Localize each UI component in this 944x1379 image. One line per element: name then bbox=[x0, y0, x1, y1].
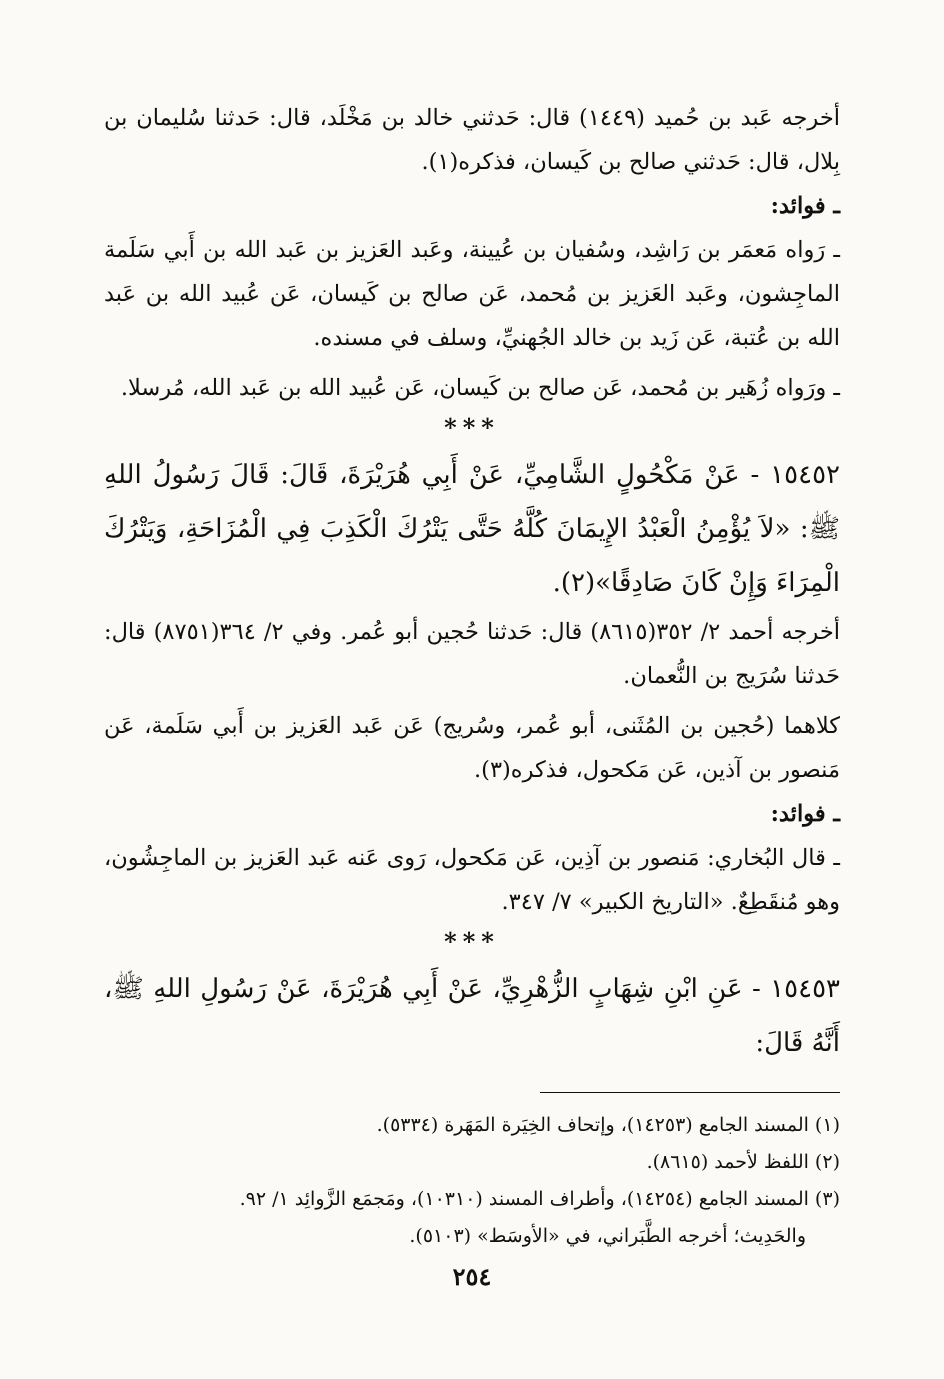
fawaid-heading-2: ـ فوائد: bbox=[770, 801, 840, 827]
footnote-divider bbox=[540, 1092, 840, 1093]
footnote-3-continuation: والحَدِيث؛ أخرجه الطَّبَراني، في «الأوسَط» (٥١٠٣). bbox=[409, 1225, 806, 1247]
footnote-1: (١) المسند الجامع (١٤٢٥٣)، وإتحاف الخِيَرة المَهَرة (٥٣٣٤). bbox=[376, 1114, 840, 1136]
hadith-15452: ١٥٤٥٢ - عَنْ مَكْحُولٍ الشَّامِيِّ، عَنْ أَبِي هُرَيْرَةَ، قَالَ: قَالَ رَسُولُ اللهِ ﷺ: «لاَ يُؤْمِنُ الْعَبْدُ الإِيمَانَ كُلَّهُ حَتَّى يَتْرُكَ الْكَذِبَ فِي الْمُزَاحَةِ، وَيَتْرُكَ الْمِرَاءَ وَإِنْ كَانَ صَادِقًا»(٢). bbox=[104, 460, 840, 598]
page-number: ٢٥٤ bbox=[452, 1262, 492, 1291]
paragraph-fawaid-1b: ـ ورَواه زُهَير بن مُحمد، عَن صالح بن كَيسان، عَن عُبيد الله بن عَبد الله، مُرسلا. bbox=[120, 375, 840, 401]
section-separator-1: *** bbox=[444, 413, 500, 442]
paragraph-isnad-2: كلاهما (حُجين بن المُثَنى، أبو عُمر، وسُريج) عَن عَبد العَزيز بن أَبي سَلَمة، عَن مَنصور بن آذين، عَن مَكحول، فذكره(٣). bbox=[104, 713, 840, 783]
paragraph-fawaid-1a: ـ رَواه مَعمَر بن رَاشِد، وسُفيان بن عُيينة، وعَبد العَزيز بن عَبد الله بن أَبي سَلَمة الماجِشون، وعَبد العَزيز بن مُحمد، عَن صالح بن كَيسان، عَن عُبيد الله بن عَبد الله بن عُتبة، عَن زَيد بن خالد الجُهنيِّ، وسلف في مسنده. bbox=[104, 237, 840, 351]
paragraph-fawaid-2: ـ قال البُخاري: مَنصور بن آذِين، عَن مَكحول، رَوى عَنه عَبد العَزيز بن الماجِشُون، وهو مُنقَطِعٌ. «التاريخ الكبير» ٧/ ٣٤٧. bbox=[104, 845, 840, 915]
section-separator-2: *** bbox=[444, 927, 500, 956]
fawaid-heading-1: ـ فوائد: bbox=[770, 193, 840, 219]
footnote-2: (٢) اللفظ لأحمد (٨٦١٥). bbox=[646, 1151, 840, 1173]
paragraph-takhrij-2: أخرجه أحمد ٢/ ٣٥٢(٨٦١٥) قال: حَدثنا حُجين أبو عُمر. وفي ٢/ ٣٦٤(٨٧٥١) قال: حَدثنا سُرَيج بن النُّعمان. bbox=[104, 619, 840, 689]
footnote-3: (٣) المسند الجامع (١٤٢٥٤)، وأطراف المسند (١٠٣١٠)، ومَجمَع الزَّوائِد ١/ ٩٢. bbox=[239, 1188, 840, 1210]
hadith-15453: ١٥٤٥٣ - عَنِ ابْنِ شِهَابٍ الزُّهْرِيِّ، عَنْ أَبِي هُرَيْرَةَ، عَنْ رَسُولِ اللهِ ﷺ، أَنَّهُ قَالَ: bbox=[104, 974, 840, 1058]
paragraph-takhrij-1: أخرجه عَبد بن حُميد (١٤٤٩) قال: حَدثني خالد بن مَخْلَد، قال: حَدثنا سُليمان بن بِلال، قال: حَدثني صالح بن كَيسان، فذكره(١). bbox=[104, 105, 840, 175]
